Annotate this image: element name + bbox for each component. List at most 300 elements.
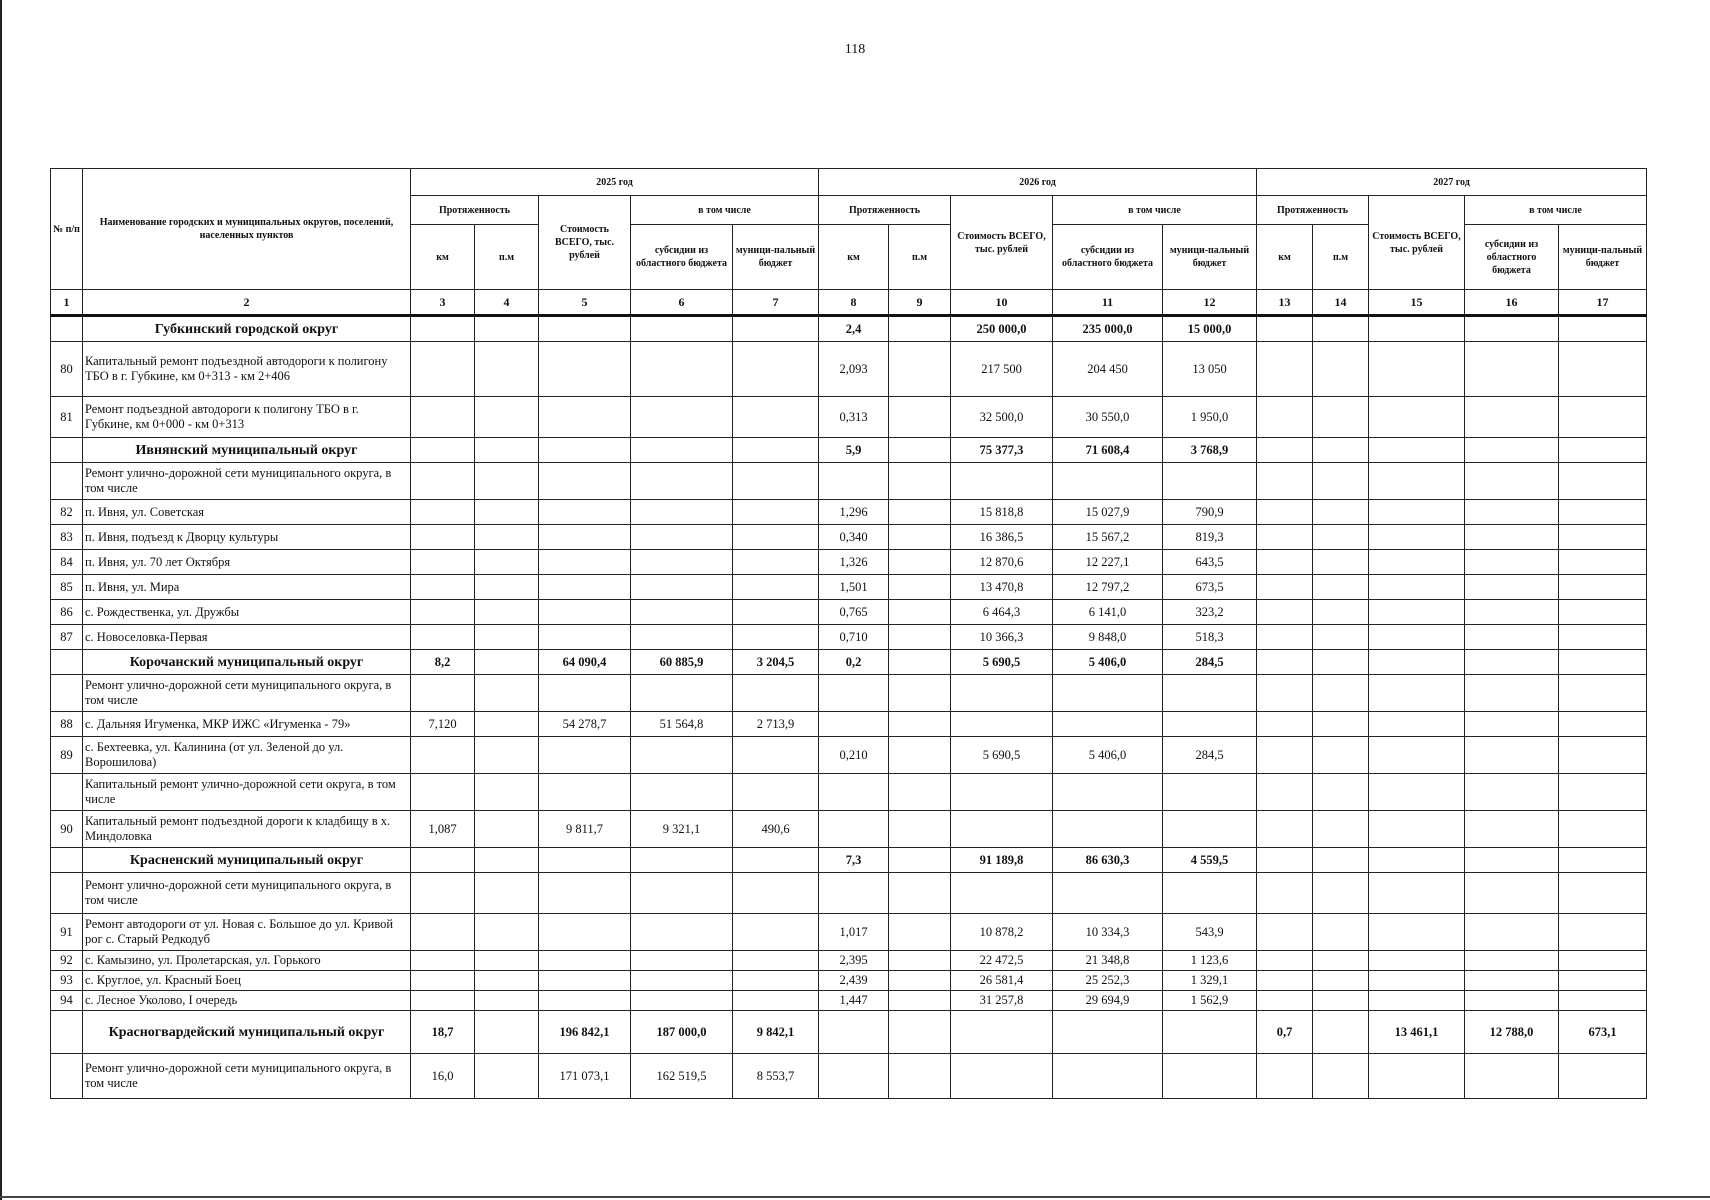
value-cell: 10 366,3	[951, 625, 1053, 650]
value-cell: 235 000,0	[1053, 316, 1163, 342]
value-cell	[889, 525, 951, 550]
header-year-2027: 2027 год	[1257, 169, 1647, 196]
value-cell: 1,017	[819, 914, 889, 951]
row-number: 80	[51, 342, 83, 397]
value-cell: 643,5	[1163, 550, 1257, 575]
value-cell	[1257, 873, 1313, 914]
value-cell	[1559, 951, 1647, 971]
value-cell	[1163, 774, 1257, 811]
value-cell	[1257, 712, 1313, 737]
value-cell	[1369, 500, 1465, 525]
value-cell	[889, 397, 951, 438]
column-number-row	[51, 290, 1647, 316]
value-cell	[1465, 991, 1559, 1011]
value-cell: 21 348,8	[1053, 951, 1163, 971]
value-cell: 0,210	[819, 737, 889, 774]
value-cell	[1313, 1054, 1369, 1099]
value-cell	[889, 991, 951, 1011]
value-cell	[1369, 712, 1465, 737]
value-cell	[951, 675, 1053, 712]
value-cell	[1369, 971, 1465, 991]
item-name: Ремонт улично-дорожной сети муниципального округа, в том числе	[83, 873, 411, 914]
value-cell	[733, 525, 819, 550]
value-cell	[411, 848, 475, 873]
value-cell	[1559, 438, 1647, 463]
row-number: 88	[51, 712, 83, 737]
value-cell	[1313, 848, 1369, 873]
value-cell	[819, 675, 889, 712]
value-cell	[1559, 712, 1647, 737]
row-number: 81	[51, 397, 83, 438]
value-cell	[475, 463, 539, 500]
value-cell	[631, 600, 733, 625]
value-cell: 187 000,0	[631, 1011, 733, 1054]
scan-edge-bottom	[0, 1196, 1710, 1198]
value-cell	[889, 550, 951, 575]
value-cell	[951, 873, 1053, 914]
table-row	[51, 397, 1647, 438]
value-cell: 284,5	[1163, 650, 1257, 675]
value-cell	[475, 342, 539, 397]
row-number: 94	[51, 991, 83, 1011]
value-cell	[475, 1054, 539, 1099]
item-name: Капитальный ремонт подъездной дороги к кладбищу в х. Миндоловка	[83, 811, 411, 848]
value-cell	[1053, 811, 1163, 848]
value-cell	[733, 848, 819, 873]
value-cell	[819, 774, 889, 811]
value-cell	[411, 316, 475, 342]
value-cell	[733, 438, 819, 463]
value-cell	[1369, 675, 1465, 712]
header-pm-2027: п.м	[1313, 225, 1369, 290]
value-cell	[1313, 600, 1369, 625]
value-cell	[1163, 1011, 1257, 1054]
value-cell	[1559, 811, 1647, 848]
value-cell	[1369, 463, 1465, 500]
item-name: с. Круглое, ул. Красный Боец	[83, 971, 411, 991]
value-cell	[631, 675, 733, 712]
value-cell	[1465, 397, 1559, 438]
value-cell	[1465, 951, 1559, 971]
value-cell	[1313, 575, 1369, 600]
value-cell	[1257, 342, 1313, 397]
value-cell	[889, 463, 951, 500]
value-cell	[631, 951, 733, 971]
value-cell	[631, 848, 733, 873]
value-cell	[733, 463, 819, 500]
value-cell	[1559, 914, 1647, 951]
value-cell	[1465, 550, 1559, 575]
row-number: 89	[51, 737, 83, 774]
value-cell	[819, 712, 889, 737]
column-number: 13	[1257, 290, 1313, 316]
value-cell	[889, 848, 951, 873]
header-municipal-2027: муници-пальный бюджет	[1559, 225, 1647, 290]
value-cell	[889, 737, 951, 774]
value-cell	[1313, 675, 1369, 712]
value-cell	[1257, 650, 1313, 675]
value-cell	[1257, 848, 1313, 873]
value-cell: 25 252,3	[1053, 971, 1163, 991]
value-cell: 16 386,5	[951, 525, 1053, 550]
value-cell	[539, 848, 631, 873]
value-cell: 1 123,6	[1163, 951, 1257, 971]
value-cell	[1053, 774, 1163, 811]
value-cell	[1465, 811, 1559, 848]
value-cell	[1313, 1011, 1369, 1054]
value-cell	[539, 438, 631, 463]
column-number: 12	[1163, 290, 1257, 316]
value-cell	[1053, 1011, 1163, 1054]
value-cell: 490,6	[733, 811, 819, 848]
row-number: 87	[51, 625, 83, 650]
value-cell	[1257, 625, 1313, 650]
value-cell	[1257, 397, 1313, 438]
value-cell	[1313, 737, 1369, 774]
value-cell: 543,9	[1163, 914, 1257, 951]
value-cell: 250 000,0	[951, 316, 1053, 342]
page-number: 118	[844, 42, 866, 57]
value-cell: 0,765	[819, 600, 889, 625]
value-cell: 64 090,4	[539, 650, 631, 675]
header-km-2026: км	[819, 225, 889, 290]
value-cell	[1313, 811, 1369, 848]
value-cell	[1559, 971, 1647, 991]
value-cell	[411, 438, 475, 463]
value-cell: 13 050	[1163, 342, 1257, 397]
row-number: 93	[51, 971, 83, 991]
value-cell	[631, 575, 733, 600]
value-cell	[1559, 600, 1647, 625]
value-cell	[819, 811, 889, 848]
row-number	[51, 463, 83, 500]
value-cell	[733, 550, 819, 575]
value-cell	[889, 951, 951, 971]
value-cell: 15 818,8	[951, 500, 1053, 525]
item-name: с. Камызино, ул. Пролетарская, ул. Горького	[83, 951, 411, 971]
value-cell	[539, 550, 631, 575]
value-cell	[1257, 575, 1313, 600]
value-cell: 10 878,2	[951, 914, 1053, 951]
value-cell: 7,120	[411, 712, 475, 737]
value-cell	[1313, 971, 1369, 991]
table-row	[51, 600, 1647, 625]
value-cell: 18,7	[411, 1011, 475, 1054]
value-cell	[1313, 316, 1369, 342]
header-subsidy-2027: субсидии из областного бюджета	[1465, 225, 1559, 290]
value-cell	[539, 951, 631, 971]
value-cell	[733, 737, 819, 774]
value-cell	[475, 848, 539, 873]
value-cell	[1465, 500, 1559, 525]
value-cell	[1465, 675, 1559, 712]
value-cell	[1559, 575, 1647, 600]
value-cell	[1053, 675, 1163, 712]
value-cell: 91 189,8	[951, 848, 1053, 873]
table-row	[51, 1054, 1647, 1099]
value-cell	[1257, 525, 1313, 550]
value-cell: 204 450	[1053, 342, 1163, 397]
row-number: 83	[51, 525, 83, 550]
value-cell	[475, 914, 539, 951]
value-cell: 9 848,0	[1053, 625, 1163, 650]
value-cell	[1369, 737, 1465, 774]
value-cell	[539, 397, 631, 438]
value-cell	[631, 463, 733, 500]
group-row	[51, 848, 1647, 873]
value-cell: 30 550,0	[1053, 397, 1163, 438]
value-cell	[1465, 1054, 1559, 1099]
value-cell: 1 329,1	[1163, 971, 1257, 991]
column-number: 2	[83, 290, 411, 316]
value-cell	[475, 625, 539, 650]
value-cell	[411, 575, 475, 600]
value-cell	[411, 625, 475, 650]
value-cell	[631, 525, 733, 550]
row-number	[51, 848, 83, 873]
value-cell: 12 788,0	[1465, 1011, 1559, 1054]
value-cell	[951, 463, 1053, 500]
value-cell	[539, 625, 631, 650]
value-cell	[889, 811, 951, 848]
row-number	[51, 316, 83, 342]
value-cell	[1369, 650, 1465, 675]
value-cell: 0,7	[1257, 1011, 1313, 1054]
value-cell	[1163, 463, 1257, 500]
value-cell	[951, 811, 1053, 848]
value-cell	[631, 737, 733, 774]
value-cell: 9 321,1	[631, 811, 733, 848]
value-cell	[1163, 873, 1257, 914]
value-cell	[1559, 873, 1647, 914]
value-cell	[889, 438, 951, 463]
value-cell: 31 257,8	[951, 991, 1053, 1011]
value-cell: 0,313	[819, 397, 889, 438]
value-cell	[1559, 848, 1647, 873]
header-km-2025: км	[411, 225, 475, 290]
column-number: 11	[1053, 290, 1163, 316]
value-cell	[889, 712, 951, 737]
value-cell	[475, 712, 539, 737]
value-cell: 790,9	[1163, 500, 1257, 525]
item-name: п. Ивня, ул. Мира	[83, 575, 411, 600]
value-cell	[411, 500, 475, 525]
value-cell: 2,439	[819, 971, 889, 991]
value-cell	[1163, 811, 1257, 848]
scan-edge-left	[0, 0, 2, 1200]
value-cell	[1313, 712, 1369, 737]
value-cell	[951, 1054, 1053, 1099]
value-cell: 2,093	[819, 342, 889, 397]
value-cell: 15 567,2	[1053, 525, 1163, 550]
value-cell	[1559, 500, 1647, 525]
value-cell: 5,9	[819, 438, 889, 463]
value-cell: 51 564,8	[631, 712, 733, 737]
row-number: 85	[51, 575, 83, 600]
value-cell	[1313, 500, 1369, 525]
value-cell	[411, 774, 475, 811]
value-cell	[1465, 774, 1559, 811]
value-cell	[1369, 316, 1465, 342]
value-cell	[1559, 774, 1647, 811]
value-cell	[1559, 737, 1647, 774]
header-length-2025: Протяженность	[411, 196, 539, 225]
group-row	[51, 650, 1647, 675]
value-cell	[631, 971, 733, 991]
value-cell	[889, 914, 951, 951]
value-cell	[411, 525, 475, 550]
value-cell: 0,340	[819, 525, 889, 550]
value-cell	[1313, 463, 1369, 500]
value-cell: 10 334,3	[1053, 914, 1163, 951]
value-cell: 196 842,1	[539, 1011, 631, 1054]
value-cell: 171 073,1	[539, 1054, 631, 1099]
header-name: Наименование городских и муниципальных округов, поселений, населенных пунктов	[83, 169, 411, 290]
value-cell	[411, 914, 475, 951]
row-number: 86	[51, 600, 83, 625]
value-cell	[539, 971, 631, 991]
item-name: с. Лесное Уколово, I очередь	[83, 991, 411, 1011]
table-row	[51, 971, 1647, 991]
group-row	[51, 316, 1647, 342]
value-cell: 32 500,0	[951, 397, 1053, 438]
value-cell	[475, 575, 539, 600]
value-cell	[889, 500, 951, 525]
value-cell	[1465, 848, 1559, 873]
value-cell	[1313, 397, 1369, 438]
value-cell: 8,2	[411, 650, 475, 675]
value-cell	[475, 550, 539, 575]
item-name: Ремонт улично-дорожной сети муниципального округа, в том числе	[83, 675, 411, 712]
value-cell	[539, 575, 631, 600]
value-cell	[1257, 914, 1313, 951]
value-cell: 1 562,9	[1163, 991, 1257, 1011]
value-cell	[411, 342, 475, 397]
header-length-2026: Протяженность	[819, 196, 951, 225]
value-cell	[889, 625, 951, 650]
budget-table-container	[50, 168, 1646, 1099]
value-cell	[1465, 575, 1559, 600]
value-cell	[733, 774, 819, 811]
table-row	[51, 525, 1647, 550]
value-cell: 3 204,5	[733, 650, 819, 675]
value-cell	[1257, 463, 1313, 500]
value-cell	[1465, 971, 1559, 991]
value-cell	[539, 600, 631, 625]
value-cell	[631, 500, 733, 525]
value-cell	[631, 991, 733, 1011]
value-cell	[889, 971, 951, 991]
value-cell: 22 472,5	[951, 951, 1053, 971]
value-cell	[539, 675, 631, 712]
value-cell: 16,0	[411, 1054, 475, 1099]
value-cell	[1369, 774, 1465, 811]
table-row	[51, 712, 1647, 737]
table-body	[51, 316, 1647, 1099]
value-cell	[1313, 625, 1369, 650]
value-cell	[1369, 811, 1465, 848]
value-cell	[1369, 991, 1465, 1011]
value-cell	[1313, 342, 1369, 397]
row-number	[51, 438, 83, 463]
value-cell	[1465, 625, 1559, 650]
value-cell: 15 027,9	[1053, 500, 1163, 525]
value-cell	[1257, 971, 1313, 991]
value-cell: 1,447	[819, 991, 889, 1011]
item-name: Капитальный ремонт улично-дорожной сети округа, в том числе	[83, 774, 411, 811]
value-cell	[1465, 463, 1559, 500]
value-cell	[1257, 737, 1313, 774]
value-cell	[411, 971, 475, 991]
value-cell	[1369, 525, 1465, 550]
value-cell	[889, 650, 951, 675]
item-name: Ремонт автодороги от ул. Новая с. Большое до ул. Кривой рог с. Старый Редкодуб	[83, 914, 411, 951]
header-year-2025: 2025 год	[411, 169, 819, 196]
value-cell	[475, 316, 539, 342]
value-cell	[1369, 873, 1465, 914]
value-cell	[1163, 675, 1257, 712]
value-cell	[1257, 550, 1313, 575]
value-cell	[1369, 848, 1465, 873]
header-pm-2025: п.м	[475, 225, 539, 290]
value-cell	[819, 1011, 889, 1054]
table-row	[51, 873, 1647, 914]
column-number: 15	[1369, 290, 1465, 316]
value-cell	[733, 575, 819, 600]
value-cell: 0,2	[819, 650, 889, 675]
value-cell	[475, 737, 539, 774]
value-cell	[889, 1054, 951, 1099]
value-cell: 7,3	[819, 848, 889, 873]
value-cell	[539, 525, 631, 550]
value-cell	[475, 525, 539, 550]
value-cell	[889, 316, 951, 342]
value-cell	[889, 600, 951, 625]
value-cell	[411, 550, 475, 575]
value-cell: 673,5	[1163, 575, 1257, 600]
value-cell	[411, 991, 475, 1011]
value-cell	[539, 914, 631, 951]
value-cell: 673,1	[1559, 1011, 1647, 1054]
value-cell	[889, 575, 951, 600]
item-name: п. Ивня, подъезд к Дворцу культуры	[83, 525, 411, 550]
value-cell: 75 377,3	[951, 438, 1053, 463]
value-cell: 9 811,7	[539, 811, 631, 848]
value-cell	[1559, 675, 1647, 712]
row-number: 84	[51, 550, 83, 575]
header-incl-2025: в том числе	[631, 196, 819, 225]
value-cell: 2 713,9	[733, 712, 819, 737]
header-km-2027: км	[1257, 225, 1313, 290]
value-cell	[951, 774, 1053, 811]
item-name: с. Дальняя Игуменка, МКР ИЖС «Игуменка - 79»	[83, 712, 411, 737]
district-name: Корочанский муниципальный округ	[83, 650, 411, 675]
item-name: п. Ивня, ул. 70 лет Октября	[83, 550, 411, 575]
value-cell	[1559, 342, 1647, 397]
column-number: 6	[631, 290, 733, 316]
value-cell	[1369, 914, 1465, 951]
column-number: 10	[951, 290, 1053, 316]
value-cell: 12 870,6	[951, 550, 1053, 575]
value-cell	[1465, 438, 1559, 463]
value-cell	[1257, 1054, 1313, 1099]
value-cell	[1313, 525, 1369, 550]
value-cell	[819, 463, 889, 500]
value-cell	[475, 650, 539, 675]
district-name: Губкинский городской округ	[83, 316, 411, 342]
table-row	[51, 550, 1647, 575]
value-cell: 29 694,9	[1053, 991, 1163, 1011]
